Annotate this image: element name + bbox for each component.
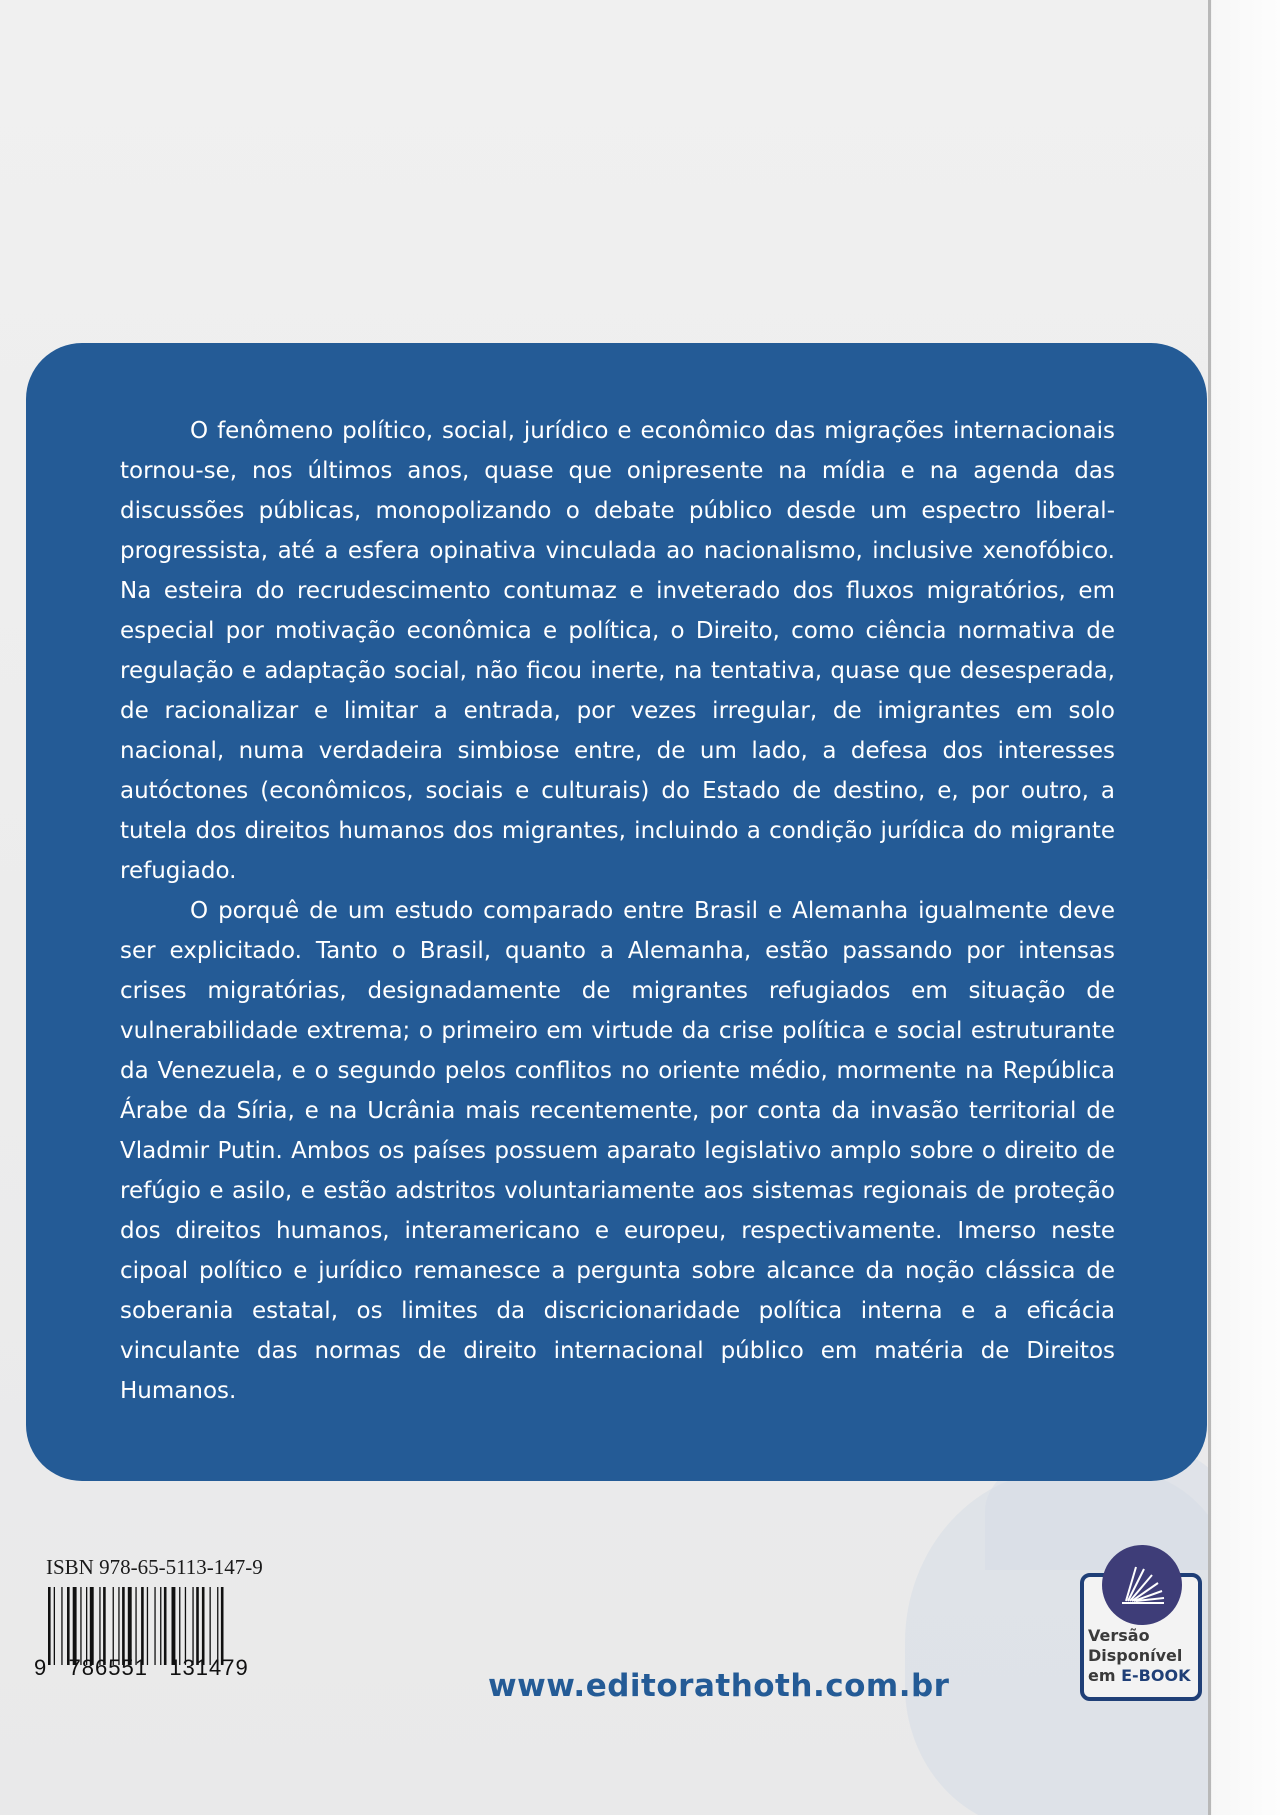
barcode-bar: [90, 1587, 94, 1665]
synopsis-paragraph-1: O fenômeno político, social, jurídico e econômico das migrações internacionais tornou-se, nos últimos anos, quase que onipresente na mídia e na agenda das discussões públicas, monopolizando o debate público desde um espectro liberal-progressista, até a esfera opinativa vinculada ao nacionalismo, inclusive xenofóbico. Na esteira do recrudescimento contumaz e inveterado dos fluxos migratórios, em especial por motivação econômica e política, o Direito, como ciência normativa de regulação e adaptação social, não ficou inerte, na tentativa, quase que desesperada, de racionalizar e limitar a entrada, por vezes irregular, de imigrantes em solo nacional, numa verdadeira simbiose entre, de um lado, a defesa dos interesses autóctones (econômicos, sociais e culturais) do Estado de destino, e, por outro, a tutela dos direitos humanos dos migrantes, incluindo a condição jurídica do migrante refugiado.: [120, 418, 1115, 884]
barcode-bar: [113, 1587, 114, 1665]
book-pages-icon: [1102, 1545, 1182, 1625]
barcode-bar: [118, 1587, 119, 1665]
barcode-bar: [54, 1587, 55, 1665]
barcode-bar: [192, 1587, 193, 1665]
barcode-bar: [67, 1587, 70, 1665]
ebook-badge: [1080, 1573, 1208, 1705]
ebook-badge-label: [1088, 1626, 1190, 1686]
barcode-bar: [147, 1587, 148, 1665]
barcode-bar: [196, 1587, 199, 1665]
barcode-bar: [86, 1587, 87, 1665]
barcode-icon: [46, 1587, 274, 1665]
synopsis-panel: [26, 343, 1207, 1481]
barcode-bar: [99, 1587, 100, 1665]
barcode-bar: [172, 1587, 176, 1665]
barcode-bar: [210, 1587, 211, 1665]
barcode-bar: [185, 1587, 186, 1665]
isbn-block: [34, 1555, 286, 1695]
publisher-website: www.editorathoth.com.br: [488, 1668, 950, 1704]
ebook-label-line-3: [1088, 1666, 1190, 1686]
book-spine-line: [1208, 0, 1211, 1815]
synopsis-paragraph-2: O porquê de um estudo comparado entre Brasil e Alemanha igualmente deve ser explicitado. Tanto o Brasil, quanto a Alemanha, estão passando por intensas crises migratórias, designadamente de migrantes refugiados em situação de vulnerabilidade extrema; o primeiro em virtude da crise política e social estruturante da Venezuela, e o segundo pelos conflitos no oriente médio, mormente na República Árabe da Síria, e na Ucrânia mais recentemente, por conta da invasão territorial de Vladmir Putin. Ambos os países possuem aparato legislativo amplo sobre o direito de refúgio e asilo, e estão adstritos voluntariamente aos sistemas regionais de proteção dos direitos humanos, interamericano e europeu, respectivamente. Imerso neste cipoal político e jurídico remanesce a pergunta sobre alcance da noção clássica de soberania estatal, os limites da discricionaridade política interna e a eficácia vinculante das normas de direito internacional público em matéria de Direitos Humanos.: [120, 898, 1115, 1404]
barcode-bar: [202, 1587, 205, 1665]
barcode-bar: [221, 1587, 224, 1665]
ebook-label-line-2: Disponível: [1088, 1646, 1183, 1665]
barcode-bar: [135, 1587, 136, 1665]
barcode-digits: 9 786551 131479: [34, 1655, 249, 1680]
ebook-label-prefix: em: [1088, 1666, 1122, 1685]
barcode-bar: [141, 1587, 144, 1665]
barcode-bar: [73, 1587, 77, 1665]
barcode-bar: [179, 1587, 180, 1665]
barcode-bar: [154, 1587, 155, 1665]
barcode-bar: [61, 1587, 62, 1665]
ebook-label-strong: E-BOOK: [1121, 1666, 1191, 1685]
barcode-bar: [128, 1587, 132, 1665]
book-spine-edge: [1208, 0, 1280, 1815]
barcode-bar: [160, 1587, 161, 1665]
barcode-bar: [48, 1587, 51, 1665]
isbn-number: ISBN 978-65-5113-147-9: [46, 1555, 263, 1579]
barcode-bar: [122, 1587, 125, 1665]
barcode-bar: [164, 1587, 167, 1665]
barcode-bar: [80, 1587, 81, 1665]
barcode-bar: [103, 1587, 106, 1665]
ebook-label-line-1: Versão: [1088, 1626, 1150, 1645]
barcode-bar: [217, 1587, 218, 1665]
